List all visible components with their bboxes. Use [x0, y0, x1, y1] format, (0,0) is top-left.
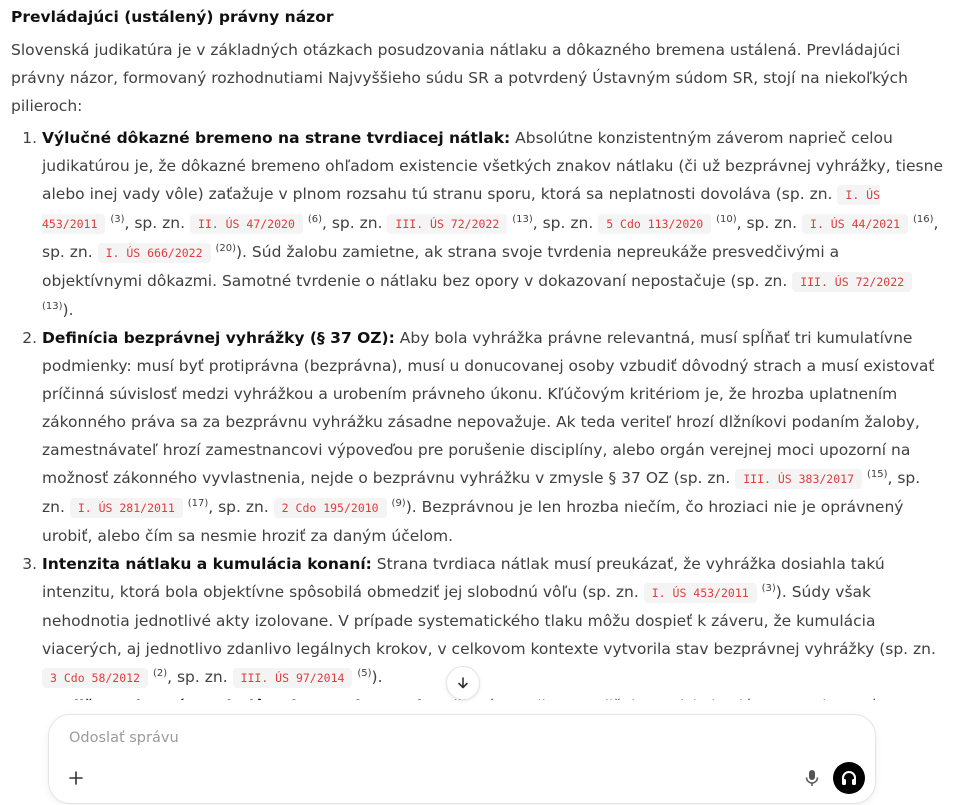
intro-paragraph: Slovenská judikatúra je v základných otázkach posudzovania nátlaku a dôkazného bremena ustálená. Prevládajúci právny názor, formovaný rozhodnutiami Najvyššieho súdu SR a potvrdený Ústavným súdom SR, stojí na niekoľkých pilieroch: [11, 41, 908, 115]
citation-number[interactable]: (20) [215, 242, 236, 254]
pillar-text: , sp. zn. [321, 214, 388, 232]
citation-number[interactable]: (3) [110, 213, 125, 225]
citation-number[interactable]: (17) [187, 497, 209, 509]
case-reference: I. ÚS 453/2011 [42, 185, 880, 234]
microphone-button[interactable] [799, 765, 825, 791]
pillar-item [42, 324, 944, 550]
case-reference: III. ÚS 97/2014 [233, 668, 353, 688]
citation-number[interactable]: (13) [42, 300, 63, 312]
citation-number[interactable]: (2) [152, 667, 168, 679]
citation-number[interactable]: (13) [512, 213, 533, 225]
citation-number[interactable]: (10) [716, 213, 737, 225]
pillar-text: Absolútne konzistentným záverom naprieč celou judikatúrou je, že dôkazné bremeno ohľadom existencie všetkých znakov nátlaku (či už bezprávnej vyhrážky, tiesne alebo inej vady vôle) zaťažuje v plnom rozsahu tú stranu sporu, ktorá sa neplatnosti dovoláva (sp. zn. [42, 129, 943, 203]
citation-number[interactable]: (9) [391, 497, 406, 509]
pillar-text: ). [371, 668, 383, 686]
case-reference: I. ÚS 666/2022 [98, 243, 211, 263]
case-reference: I. ÚS 453/2011 [644, 583, 757, 603]
case-reference: 2 Cdo 195/2010 [274, 498, 387, 518]
case-reference: 3 Cdo 58/2012 [42, 668, 148, 688]
pillar-term: Výlučné dôkazné bremeno na strane tvrdiacej nátlak: [42, 129, 511, 147]
add-attachment-button[interactable] [63, 765, 89, 791]
pillar-item [42, 550, 944, 692]
case-reference: I. ÚS 44/2021 [802, 214, 908, 234]
pillar-text: , sp. zn. [208, 498, 274, 516]
message-input[interactable] [67, 729, 771, 747]
pillar-item [42, 124, 944, 324]
pillar-text: , sp. zn. [532, 214, 599, 232]
citation-number[interactable]: (3) [761, 582, 776, 594]
pillar-term: Definícia bezprávnej vyhrážky (§ 37 OZ): [42, 329, 395, 347]
plus-icon [68, 770, 84, 786]
pillar-text: ). Súdy však nehodnotia jednotlivé akty izolovane. V prípade systematického tlaku môžu dospieť k záveru, že kumulácia viacerých, aj jednotlivo zdanlivo legálnych krokov, v celkovom kontexte vytvorila stav bezprávnej vyhrážky (sp. zn. [42, 583, 936, 658]
scroll-down-button[interactable] [446, 666, 480, 700]
pillar-text: , sp. zn. [736, 214, 803, 232]
arrow-down-icon [455, 675, 471, 691]
pillar-text: , sp. zn. [42, 214, 939, 261]
pillar-term: Intenzita nátlaku a kumulácia konaní: [42, 555, 372, 573]
pillar-text: ). [62, 301, 74, 319]
citation-number[interactable]: (5) [357, 667, 372, 679]
case-reference: I. ÚS 281/2011 [70, 498, 183, 518]
case-reference: III. ÚS 72/2022 [792, 272, 912, 292]
case-reference: III. ÚS 383/2017 [735, 469, 862, 489]
pillar-text: ). Súd žalobu zamietne, ak strana svoje tvrdenia nepreukáže presvedčivými a objektívnymi dôkazmi. Samotné tvrdenie o nátlaku bez opory v dokazovaní nepostačuje (sp. zn. [42, 243, 840, 290]
pillar-text: ). Bezprávnou je len hrozba niečím, čo hroziaci nie je oprávnený urobiť, alebo čím sa nesmie hroziť za daným účelom. [42, 498, 904, 545]
pillar-text: Aby bola vyhrážka právne relevantná, musí spĺňať tri kumulatívne podmienky: musí byť protiprávna (bezprávna), musí u donucovanej osoby vzbudiť dôvodný strach a musí existovať príčinná súvislosť medzi vyhrážkou a urobením právneho úkonu. Kľúčovým kritériom je, že hrozba uplatnením zákonného práva sa za bezprávnu vyhrážku zásadne nepovažuje. Ak teda veriteľ hrozí dlžníkovi podaním žaloby, zamestnávateľ hrozí zamestnancovi výpoveďou pre porušenie disciplíny, alebo orgán verejnej moci upozorní na možnosť zákonného vyvlastnenia, nejde o bezprávnu vyhrážku v zmysle § 37 OZ (sp. zn. [42, 329, 935, 487]
citation-number[interactable]: (16) [912, 213, 934, 225]
citation-number[interactable]: (6) [307, 213, 322, 225]
headphones-icon [840, 769, 858, 787]
citation-number[interactable]: (15) [866, 468, 888, 480]
pillar-text: , sp. zn. [167, 668, 233, 686]
case-reference: III. ÚS 72/2022 [387, 214, 507, 234]
voice-mode-button[interactable] [833, 762, 865, 794]
case-reference: II. ÚS 47/2020 [190, 214, 303, 234]
pillar-text: , sp. zn. [124, 214, 190, 232]
message-composer [48, 714, 876, 804]
section-title: Prevládajúci (ustálený) právny názor [11, 8, 334, 26]
case-reference: 5 Cdo 113/2020 [598, 214, 711, 234]
pillar-text: Strana tvrdiaca nátlak musí preukázať, že vyhrážka dosiahla takú intenzitu, ktorá bola objektívne spôsobilá obmedziť jej slobodnú vôľu (sp. zn. [42, 555, 885, 601]
microphone-icon [804, 768, 820, 788]
pillar-text: , sp. zn. [42, 469, 921, 516]
